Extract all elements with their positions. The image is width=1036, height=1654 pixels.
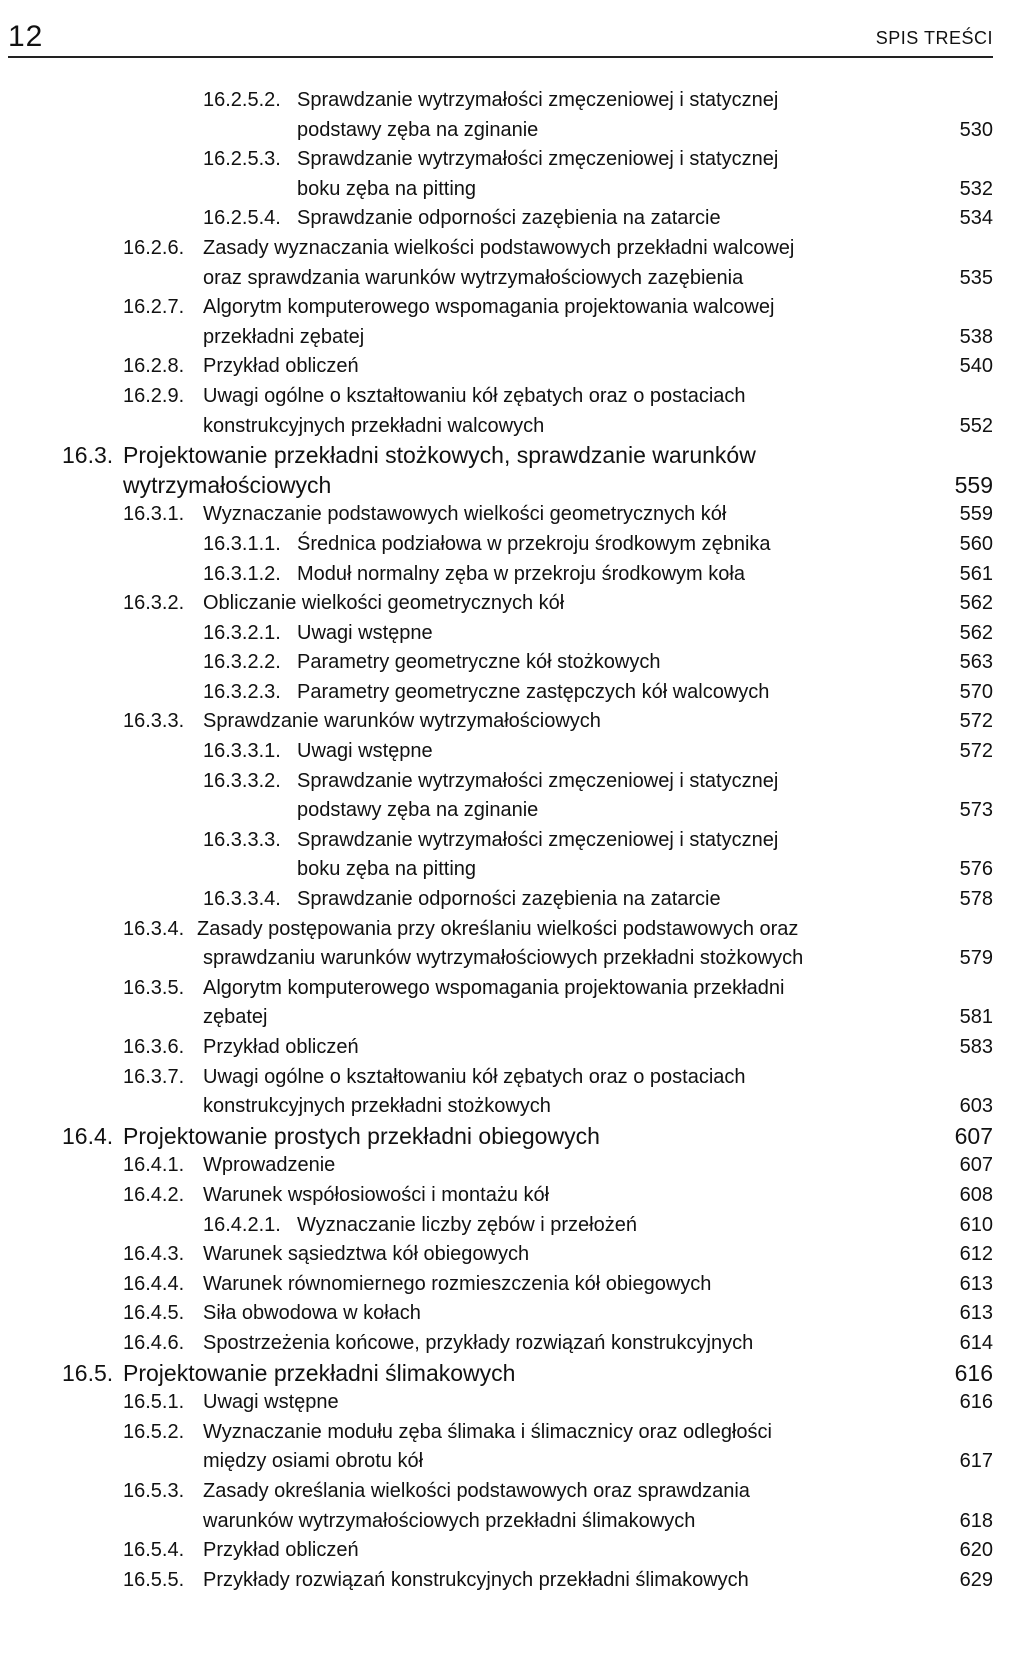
toc-title: Przykłady rozwiązań konstrukcyjnych przekładni ślimakowych (203, 1568, 749, 1591)
toc-title: Algorytm komputerowego wspomagania projektowania przekładni (203, 976, 785, 999)
toc-page: 607 (959, 1154, 993, 1177)
toc-title: Sprawdzanie wytrzymałości zmęczeniowej i statycznej (297, 89, 779, 111)
toc-entry (0, 1536, 1036, 1566)
toc-title: podstawy zęba na zginanie (297, 118, 539, 141)
toc-title: Sprawdzanie wytrzymałości zmęczeniowej i statycznej (297, 769, 779, 792)
toc-page: 616 (959, 1391, 993, 1414)
toc-page: 562 (959, 592, 993, 615)
toc-entry (0, 678, 1036, 708)
toc-entry (0, 116, 1036, 146)
toc-title: sprawdzaniu warunków wytrzymałościowych przekładni stożkowych (203, 947, 804, 970)
toc-page: 616 (954, 1359, 993, 1386)
toc-number: 16.5.2. (123, 1420, 185, 1443)
toc-title: Moduł normalny zęba w przekroju środkowym koła (297, 562, 745, 585)
toc-page: 570 (959, 680, 993, 703)
toc-page: 530 (959, 118, 993, 141)
toc-title: Projektowanie przekładni stożkowych, sprawdzanie warunków (123, 442, 756, 469)
toc-entry (0, 560, 1036, 590)
toc-page: 614 (959, 1331, 993, 1354)
toc-title: Średnica podziałowa w przekroju środkowym zębnika (297, 532, 771, 555)
toc-number: 16.3.3. (123, 710, 185, 733)
toc-page: 613 (959, 1302, 993, 1325)
toc-page: 562 (959, 621, 993, 644)
toc-entry (0, 1240, 1036, 1270)
toc-title: Wyznaczanie modułu zęba ślimaka i ślimacznicy oraz odległości (203, 1420, 772, 1443)
toc-entry (0, 293, 1036, 323)
toc-number: 16.3.3.1. (203, 740, 281, 763)
toc-page: 620 (959, 1539, 993, 1562)
toc-number: 16.4.3. (123, 1243, 185, 1266)
toc-title: między osiami obrotu kół (203, 1450, 424, 1473)
toc-title: boku zęba na pitting (297, 858, 477, 881)
table-of-contents (0, 86, 1036, 1595)
toc-page: 618 (959, 1509, 993, 1532)
toc-number: 16.3.4. (123, 917, 185, 940)
toc-page: 581 (959, 1006, 993, 1029)
toc-title: konstrukcyjnych przekładni walcowych (203, 414, 545, 437)
toc-page: 559 (959, 503, 993, 526)
toc-entry (0, 500, 1036, 530)
toc-entry (0, 737, 1036, 767)
toc-number: 16.3.2.1. (203, 621, 281, 644)
toc-number: 16.3.5. (123, 976, 185, 999)
toc-title: Warunek równomiernego rozmieszczenia kół obiegowych (203, 1272, 712, 1295)
toc-page: 538 (959, 325, 993, 348)
toc-page: 613 (959, 1272, 993, 1295)
toc-page: 583 (959, 1036, 993, 1058)
toc-number: 16.4.1. (123, 1154, 185, 1177)
toc-title: Warunek sąsiedztwa kół obiegowych (203, 1243, 530, 1266)
toc-entry (0, 1211, 1036, 1241)
toc-entry (0, 471, 1036, 501)
toc-entry (0, 323, 1036, 353)
toc-page: 610 (959, 1213, 993, 1236)
toc-number: 16.5.1. (123, 1391, 185, 1414)
toc-title: Sprawdzanie wytrzymałości zmęczeniowej i statycznej (297, 828, 779, 851)
toc-entry (0, 796, 1036, 826)
toc-number: 16.3.2. (123, 592, 185, 615)
toc-entry (0, 1477, 1036, 1507)
toc-number: 16.4. (62, 1122, 114, 1149)
toc-page: 535 (959, 266, 993, 289)
toc-entry (0, 204, 1036, 234)
toc-title: Wyznaczanie liczby zębów i przełożeń (297, 1213, 637, 1236)
toc-title: Projektowanie przekładni ślimakowych (123, 1359, 516, 1386)
toc-entry (0, 530, 1036, 560)
toc-number: 16.2.5.2. (203, 89, 281, 111)
toc-page: 532 (959, 177, 993, 200)
toc-title: podstawy zęba na zginanie (297, 799, 539, 822)
toc-entry (0, 1418, 1036, 1448)
header-rule (8, 56, 993, 58)
toc-title: Obliczanie wielkości geometrycznych kół (203, 592, 565, 615)
toc-title: Siła obwodowa w kołach (203, 1302, 421, 1325)
toc-entry (0, 234, 1036, 264)
toc-entry (0, 885, 1036, 915)
toc-entry (0, 648, 1036, 678)
toc-title: Wyznaczanie podstawowych wielkości geometrycznych kół (203, 503, 727, 526)
toc-entry (0, 352, 1036, 382)
toc-title: Projektowanie prostych przekładni obiegowych (123, 1122, 600, 1149)
toc-entry (0, 1122, 1036, 1152)
toc-page: 617 (959, 1450, 993, 1473)
toc-title: konstrukcyjnych przekładni stożkowych (203, 1095, 551, 1118)
toc-entry (0, 974, 1036, 1004)
toc-title: Spostrzeżenia końcowe, przykłady rozwiązań konstrukcyjnych (203, 1331, 754, 1354)
toc-title: Przykład obliczeń (203, 1539, 359, 1562)
toc-page: 560 (959, 532, 993, 555)
toc-entry (0, 382, 1036, 412)
toc-title: Parametry geometryczne kół stożkowych (297, 651, 661, 674)
toc-title: Wprowadzenie (203, 1154, 336, 1177)
toc-number: 16.5. (62, 1359, 114, 1386)
toc-number: 16.4.2. (123, 1183, 185, 1206)
toc-title: Sprawdzanie wytrzymałości zmęczeniowej i statycznej (297, 148, 779, 171)
toc-title: Zasady postępowania przy określaniu wielkości podstawowych oraz (197, 917, 799, 940)
toc-title: Algorytm komputerowego wspomagania projektowania walcowej (203, 296, 775, 319)
toc-entry (0, 826, 1036, 856)
toc-entry (0, 412, 1036, 442)
toc-title: Przykład obliczeń (203, 1036, 359, 1058)
toc-title: Uwagi ogólne o kształtowaniu kół zębatych oraz o postaciach (203, 384, 746, 407)
toc-page: 572 (959, 740, 993, 763)
toc-number: 16.2.5.4. (203, 207, 281, 230)
toc-number: 16.3.2.2. (203, 651, 281, 674)
toc-page: 603 (959, 1095, 993, 1118)
toc-entry (0, 767, 1036, 797)
toc-number: 16.3.1. (123, 503, 185, 526)
toc-number: 16.3.3.3. (203, 828, 281, 851)
toc-entry (0, 1566, 1036, 1596)
toc-entry (0, 1063, 1036, 1093)
toc-number: 16.3.1.2. (203, 562, 281, 585)
toc-page: 579 (959, 947, 993, 970)
toc-number: 16.2.5.3. (203, 148, 281, 171)
toc-page: 573 (959, 799, 993, 822)
toc-entry (0, 1359, 1036, 1389)
toc-number: 16.3.2.3. (203, 680, 281, 703)
toc-entry (0, 1329, 1036, 1359)
toc-entry (0, 1388, 1036, 1418)
toc-title: Uwagi ogólne o kształtowaniu kół zębatych oraz o postaciach (203, 1065, 746, 1088)
toc-number: 16.3.1.1. (203, 532, 281, 555)
toc-number: 16.3.3.4. (203, 888, 281, 911)
toc-number: 16.4.5. (123, 1302, 185, 1325)
toc-entry (0, 707, 1036, 737)
toc-entry (0, 145, 1036, 175)
toc-title: Przykład obliczeń (203, 355, 359, 378)
toc-title: wytrzymałościowych (123, 471, 332, 498)
toc-number: 16.4.2.1. (203, 1213, 281, 1236)
toc-entry (0, 1151, 1036, 1181)
toc-entry (0, 1092, 1036, 1122)
toc-page: 629 (959, 1568, 993, 1591)
toc-number: 16.5.5. (123, 1568, 185, 1591)
toc-title: Warunek współosiowości i montażu kół (203, 1183, 550, 1206)
toc-number: 16.5.3. (123, 1479, 185, 1502)
toc-title: Parametry geometryczne zastępczych kół walcowych (297, 680, 770, 703)
toc-title: przekładni zębatej (203, 325, 365, 348)
toc-page: 572 (959, 710, 993, 733)
toc-page: 576 (959, 858, 993, 881)
toc-entry (0, 441, 1036, 471)
toc-number: 16.2.7. (123, 296, 185, 319)
toc-number: 16.4.4. (123, 1272, 185, 1295)
toc-page: 563 (959, 651, 993, 674)
toc-entry (0, 264, 1036, 294)
toc-title: Sprawdzanie odporności zazębienia na zatarcie (297, 207, 721, 230)
toc-entry (0, 1270, 1036, 1300)
toc-title: Sprawdzanie odporności zazębienia na zatarcie (297, 888, 721, 911)
toc-entry (0, 915, 1036, 945)
toc-title: Sprawdzanie warunków wytrzymałościowych (203, 710, 601, 733)
toc-entry (0, 855, 1036, 885)
toc-title: zębatej (203, 1006, 268, 1029)
toc-number: 16.2.6. (123, 236, 185, 259)
page-number: 12 (8, 20, 44, 53)
toc-number: 16.4.6. (123, 1331, 185, 1354)
toc-title: Uwagi wstępne (297, 740, 433, 763)
toc-number: 16.2.8. (123, 355, 185, 378)
toc-entry (0, 619, 1036, 649)
toc-number: 16.3.7. (123, 1065, 185, 1088)
toc-title: Zasady wyznaczania wielkości podstawowych przekładni walcowej (203, 236, 795, 259)
running-header: SPIS TREŚCI (875, 28, 993, 48)
toc-page: 612 (959, 1243, 993, 1266)
toc-number: 16.3.3.2. (203, 769, 281, 792)
toc-page: 559 (954, 471, 993, 498)
toc-number: 16.3. (62, 442, 114, 469)
toc-entry (0, 944, 1036, 974)
toc-entry (0, 1299, 1036, 1329)
toc-entry (0, 589, 1036, 619)
toc-page: 561 (959, 562, 993, 585)
toc-title: Uwagi wstępne (203, 1391, 339, 1414)
toc-title: Zasady określania wielkości podstawowych oraz sprawdzania (203, 1479, 750, 1502)
toc-number: 16.2.9. (123, 384, 185, 407)
toc-entry (0, 175, 1036, 205)
toc-page: 540 (959, 355, 993, 378)
toc-title: oraz sprawdzania warunków wytrzymałościowych zazębienia (203, 266, 744, 289)
toc-title: warunków wytrzymałościowych przekładni ślimakowych (203, 1509, 696, 1532)
toc-page: 608 (959, 1183, 993, 1206)
toc-title: Uwagi wstępne (297, 621, 433, 644)
toc-page: 607 (954, 1122, 993, 1149)
toc-page: 534 (959, 207, 993, 230)
toc-entry (0, 1181, 1036, 1211)
toc-entry (0, 1003, 1036, 1033)
toc-entry (0, 1447, 1036, 1477)
toc-number: 16.3.6. (123, 1036, 185, 1058)
toc-number: 16.5.4. (123, 1539, 185, 1562)
toc-entry (0, 1033, 1036, 1063)
toc-page: 552 (959, 414, 993, 437)
toc-entry (0, 1507, 1036, 1537)
toc-page: 578 (959, 888, 993, 911)
toc-entry (0, 86, 1036, 116)
toc-title: boku zęba na pitting (297, 177, 477, 200)
